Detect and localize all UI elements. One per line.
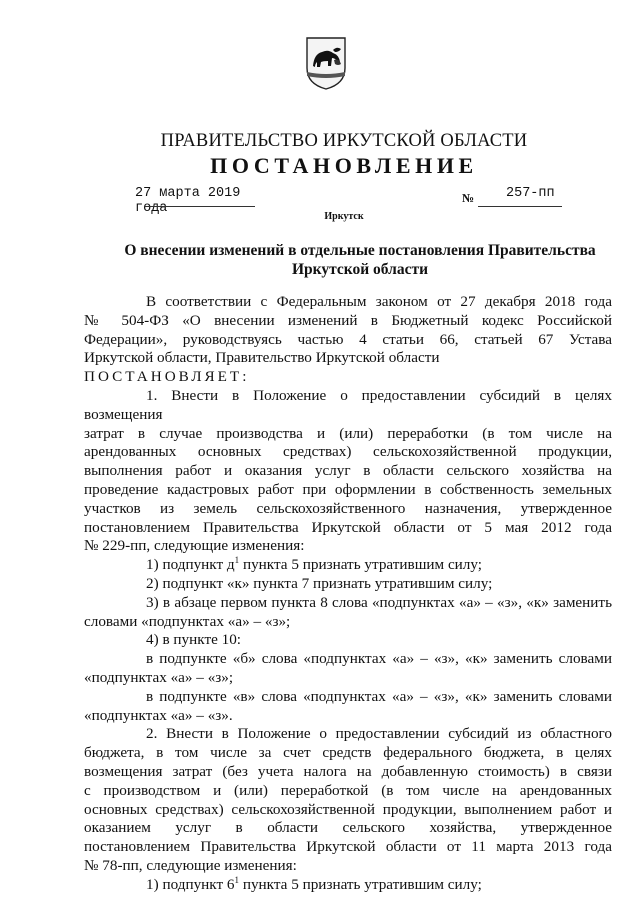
document-date: 27 марта 2019 года (135, 186, 241, 216)
document-body (84, 293, 612, 895)
list-item: в подпункте «б» слова «подпунктах «а» – «з», «к» заменить словами (146, 650, 612, 668)
text-line: постановлением Правительства Иркутской области от 11 марта 2013 года (84, 838, 612, 856)
text-line: 2. Внести в Положение о предоставлении субсидий из областного (146, 725, 612, 743)
text-line: № 78-пп, следующие изменения: (84, 856, 297, 874)
list-item: 3) в абзаце первом пункта 8 слова «подпунктах «а» – «з», «к» заменить (146, 593, 612, 611)
document-type: ПОСТАНОВЛЕНИЕ (210, 153, 478, 178)
text-line: проведение кадастровых работ при оформлении в собственность земельных (84, 480, 612, 498)
text-line: «подпунктах «а» – «з». (84, 706, 233, 724)
text-line: с производством и (или) переработкой (в том числе на арендованных (84, 781, 612, 799)
text-line: основных средствах) сельскохозяйственной продукции, выполнением работ и (84, 800, 612, 818)
text-line: бюджета, в том числе за счет средств федерального бюджета, в целях (84, 744, 612, 762)
government-name: ПРАВИТЕЛЬСТВО ИРКУТСКОЙ ОБЛАСТИ (160, 131, 528, 151)
text-line: возмещения затрат (без учета налога на добавленную стоимость) в связи (84, 762, 612, 780)
text-line: Федерации», руководствуясь частью 4 статьи 66, статьей 67 Устава (84, 330, 612, 348)
text-line: 1. Внести в Положение о предоставлении субсидий в целях возмещения (84, 386, 612, 423)
text-line: «подпунктах «а» – «з»; (84, 668, 234, 686)
decree-word: ПОСТАНОВЛЯЕТ: (84, 368, 250, 386)
list-item: 2) подпункт «к» пункта 7 признать утратившим силу; (146, 574, 493, 592)
text-line: постановлением Правительства Иркутской области от 5 мая 2012 года (84, 518, 612, 536)
text-line: выполнения работ и оказания услуг в области сельского хозяйства на (84, 462, 612, 480)
text-line: арендованных основных средствах) сельскохозяйственной продукции, (84, 443, 612, 461)
heading-line: О внесении изменений в отдельные постановления Правительства (124, 242, 596, 259)
date-underline (145, 206, 255, 207)
text-line: затрат в случае производства и (или) переработки (в том числе на (84, 424, 612, 442)
list-item: 1) подпункт $6^1$ пункта 5 признать утратившим силу; (146, 874, 482, 893)
irkutsk-coat-of-arms-icon (305, 36, 347, 90)
list-item: 4) в пункте 10: (146, 631, 242, 649)
text-line: В соответствии с Федеральным законом от 27 декабря 2018 года (146, 293, 612, 310)
text-line: № 504-ФЗ «О внесении изменений в Бюджетный кодекс Российской (84, 311, 612, 329)
number-underline (478, 206, 562, 207)
list-item: 1) подпункт $д^1$ пункта 5 признать утратившим силу; (146, 555, 482, 574)
document-number: 257-пп (506, 186, 555, 201)
text-line: № 229-пп, следующие изменения: (84, 537, 305, 555)
number-sign: № (462, 191, 475, 205)
text-line: Иркутской области, Правительство Иркутской области (84, 349, 440, 367)
text-line: словами «подпунктах «а» – «з»; (84, 612, 291, 630)
list-item: в подпункте «в» слова «подпунктах «а» – «з», «к» заменить словами (146, 687, 612, 705)
document-heading (120, 241, 600, 279)
text-line: оказанием услуг в области сельского хозяйства, утвержденное (84, 819, 612, 837)
city-name: Иркутск (324, 211, 364, 222)
heading-line: Иркутской области (291, 261, 429, 278)
text-line: участков из земель сельскохозяйственного назначения, утвержденное (84, 499, 612, 517)
